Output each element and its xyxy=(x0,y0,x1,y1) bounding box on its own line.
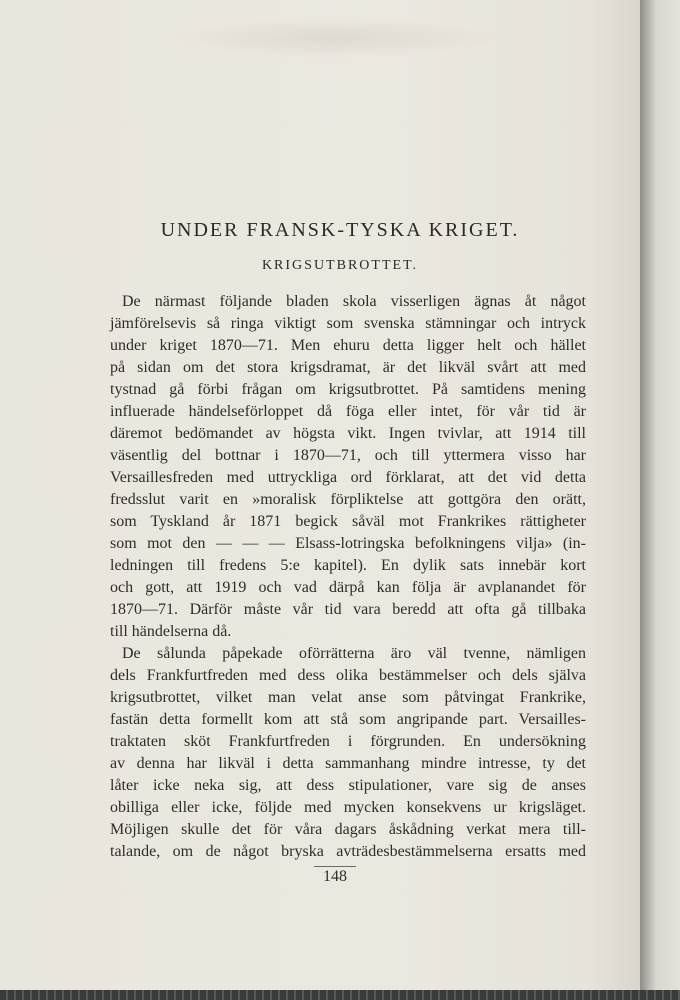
text-line: traktaten sköt Frankfurtfreden i förgrunden. En undersökning xyxy=(110,733,586,750)
text-line: på sidan om det stora krigsdramat, är det likväl svårt att med xyxy=(110,359,586,376)
text-line: ledningen till fredens 5:e kapitel). En dylik sats innebär kort xyxy=(110,557,586,574)
text-line: krigsutbrottet, vilket man velat anse som påtvingat Frankrike, xyxy=(110,689,586,706)
page-number: 148 xyxy=(323,868,347,885)
text-line: dels Frankfurtfreden med dess olika bestämmelser och dels själva xyxy=(110,667,586,684)
text-line: av denna har likväl i detta sammanhang mindre intresse, ty det xyxy=(110,755,586,772)
adjacent-page-edge xyxy=(640,0,680,990)
text-line: väsentlig del bottnar i 1870—71, och till yttermera visso har xyxy=(110,447,586,464)
text-line: och gott, att 1919 och vad därpå kan följa är avplanandet för xyxy=(110,579,586,596)
text-line: influerade händelseförloppet då föga eller intet, för vår tid är xyxy=(110,403,586,420)
text-line: som Tyskland år 1871 begick såväl mot Frankrikes rättigheter xyxy=(110,513,586,530)
text-line: till händelserna då. xyxy=(110,623,232,640)
section-subtitle: KRIGSUTBROTTET. xyxy=(261,258,419,273)
text-line: fastän detta formellt kom att stå som angripande part. Versailles- xyxy=(110,711,586,728)
text-line: jämförelsevis så ringa viktigt som svenska stämningar och intryck xyxy=(110,315,586,332)
text-line: under kriget 1870—71. Men ehuru detta ligger helt och hället xyxy=(110,337,586,354)
text-line: däremot bedömandet av högsta vikt. Ingen tvivlar, att 1914 till xyxy=(110,425,586,442)
text-line: som mot den — — — Elsass-lotringska befolkningens vilja» (in- xyxy=(110,535,586,552)
text-line: talande, om de något bryska avträdesbestämmelserna ersatts med xyxy=(110,843,586,860)
text-line: Möjligen skulle det för våra dagars åskådning verkat mera till- xyxy=(110,821,586,838)
scanner-ruler-strip xyxy=(0,990,680,1000)
page-number-rule xyxy=(314,866,356,867)
text-line: De sålunda påpekade oförrätterna äro väl tvenne, nämligen xyxy=(122,645,586,662)
text-line: obilliga eller icke, följde med mycken konsekvens ur krigsläget. xyxy=(110,799,586,816)
text-line: De närmast följande bladen skola visserligen ägnas åt något xyxy=(122,293,586,310)
text-line: fredsslut varit en »moralisk förpliktelse att gottgöra den orätt, xyxy=(110,491,586,508)
text-line: tystnad gå förbi frågan om krigsutbrottet. På samtidens mening xyxy=(110,381,586,398)
text-line: Versaillesfreden med uttryckliga ord förklarat, att det vid detta xyxy=(110,469,586,486)
text-line: 1870—71. Därför måste vår tid vara beredd att ofta gå tillbaka xyxy=(110,601,586,618)
text-line: låter icke neka sig, att dess stipulationer, vare sig de anses xyxy=(110,777,586,794)
chapter-title: UNDER FRANSK-TYSKA KRIGET. xyxy=(160,219,520,241)
